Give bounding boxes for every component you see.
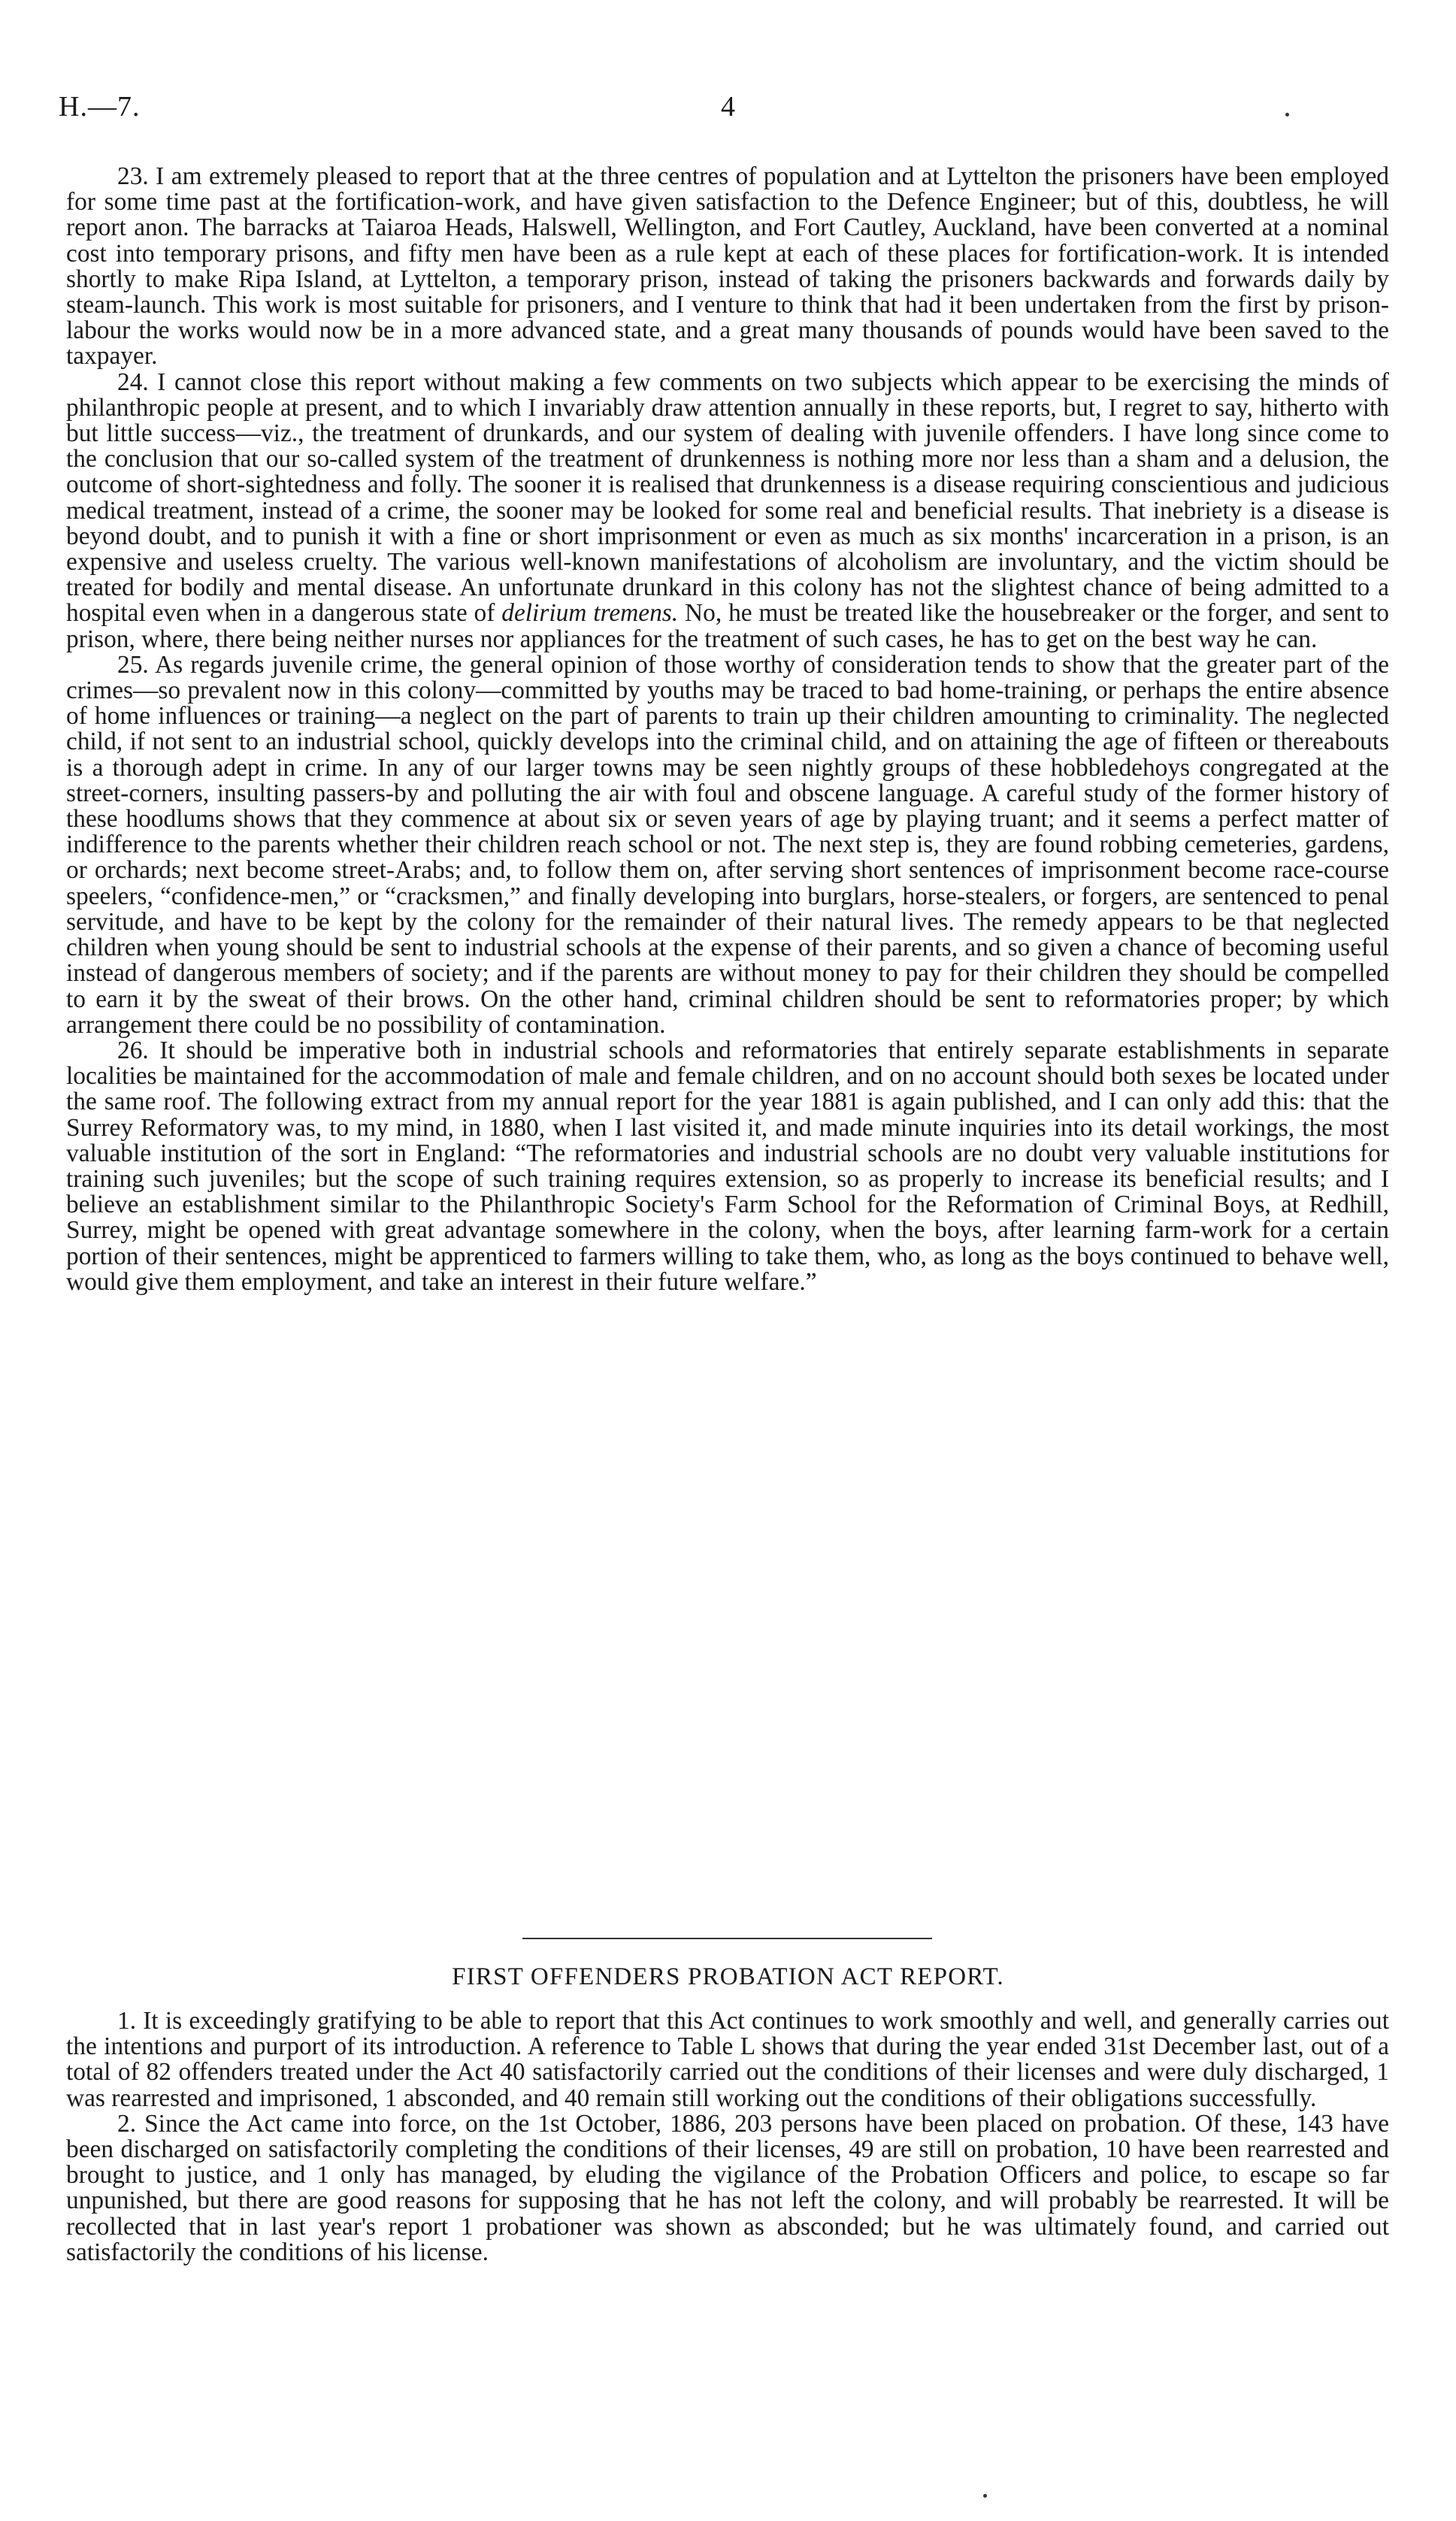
probation-paragraph-2: 2. Since the Act came into force, on the 1st October, 1886, 203 persons have been placed on probation. Of these, 143 have been discharged on satisfactorily completing the conditions of their licenses, 49 are still on probation, 10 have been rearrested and brought to justice, and 1 only has managed, by eluding the vigilance of the Probation Officers and police, to escape so far unpunished, but there are good reasons for supposing that he has not left the colony, and will probably be rearrested. It will be recollected that in last year's report 1 probationer was shown as absconded; but he was ultimately found, and carried out satisfactorily the conditions of his license. [66,2109,1389,2266]
print-speck [1285,113,1289,117]
document-code: H.—7. [59,91,141,123]
probation-section [66,2008,1389,2265]
probation-paragraph-1: 1. It is exceedingly gratifying to be able to report that this Act continues to work smoothly and well, and generally carries out the intentions and purport of its introduction. A reference to Table L shows that during the year ended 31st December last, out of a total of 82 offenders treated under the Act 40 satisfactorily carried out the conditions of their licenses and were duly discharged, 1 was rearrested and imprisoned, 1 absconded, and 40 remain still working out the conditions of their obligations successfully. [66,2007,1389,2112]
paragraph-24 [66,370,1389,652]
paragraph-25: 25. As regards juvenile crime, the general opinion of those worthy of consideration tends to show that the greater part of the crimes—so prevalent now in this colony—committed by youths may be traced to bad home-training, or perhaps the entire absence of home influences or training—a neglect on the part of parents to train up their children amounting to criminality. The neglected child, if not sent to an industrial school, quickly develops into the criminal child, and on attaining the age of fifteen or thereabouts is a thorough adept in crime. In any of our larger towns may be seen nightly groups of these hobbledehoys congregated at the street-corners, insulting passers-by and polluting the air with foul and obscene language. A careful study of the former history of these hoodlums shows that they commence at about six or seven years of age by playing truant; and it seems a perfect matter of indifference to the parents whether their children reach school or not. The next step is, they are found robbing cemeteries, gardens, or orchards; next become street-Arabs; and, to follow them on, after serving short sentences of imprisonment become race-course speelers, “confidence-men,” or “cracksmen,” and finally developing into burglars, horse-stealers, or forgers, are sentenced to penal servitude, and have to be kept by the colony for the remainder of their natural lives. The remedy appears to be that neglected children when young should be sent to industrial schools at the expense of their parents, and so given a chance of becoming useful instead of dangerous members of society; and if the parents are without money to pay for their children they should be compelled to earn it by the sweat of their brows. On the other hand, criminal children should be sent to reformatories proper; by which arrangement there could be no possibility of contamination. [66,650,1389,1039]
paragraph-24-text-end: No, he must be treated like the housebreaker or the forger, and sent to prison, where, there being neither nurses nor appliances for the treatment of such cases, he has to get on the best way he can. [66,599,1389,653]
paragraph-23: 23. I am extremely pleased to report that at the three centres of population and at Lyttelton the prisoners have been employed for some time past at the fortification-work, and have given satisfaction to the Defence Engineer; but of this, doubtless, he will report anon. The barracks at Taiaroa Heads, Halswell, Wellington, and Fort Cautley, Auckland, have been converted at a nominal cost into temporary prisons, and fifty men have been as a rule kept at each of these places for fortification-work. It is intended shortly to make Ripa Island, at Lyttelton, a temporary prison, instead of taking the prisoners backwards and forwards daily by steam-launch. This work is most suitable for prisoners, and I venture to think that had it been undertaken from the first by prison-labour the works would now be in a more advanced state, and a great many thousands of pounds would have been saved to the taxpayer. [66,162,1389,371]
print-speck [983,2494,987,2498]
report-section [66,164,1389,1295]
page-header [59,90,1397,135]
section-heading: FIRST OFFENDERS PROBATION ACT REPORT. [452,1963,1004,1990]
section-divider [522,1938,932,1939]
paragraph-26: 26. It should be imperative both in industrial schools and reformatories that entirely separate establishments in separate localities be maintained for the accommodation of male and female children, and on no account should both sexes be located under the same roof. The following extract from my annual report for the year 1881 is again published, and I can only add this: that the Surrey Reformatory was, to my mind, in 1880, when I last visited it, and made minute inquiries into its detail workings, the most valuable institution of the sort in England: “The reformatories and industrial schools are no doubt very valuable institutions for training such juveniles; but the scope of such training requires extension, so as properly to increase its beneficial results; and I believe an establishment similar to the Philanthropic Society's Farm School for the Reformation of Criminal Boys, at Redhill, Surrey, might be opened with great advantage somewhere in the colony, when the boys, after learning farm-work for a certain portion of their sentences, might be apprenticed to farmers willing to take them, who, as long as the boys continued to behave well, would give them employment, and take an interest in their future welfare.” [66,1036,1389,1296]
page-number: 4 [721,91,735,123]
paragraph-24-text: 24. I cannot close this report without making a few comments on two subjects which appear to be exercising the minds of philanthropic people at present, and to which I invariably draw attention annually in these reports, but, I regret to say, hitherto with but little success—viz., the treatment of drunkards, and our system of dealing with juvenile offenders. I have long since come to the conclusion that our so-called system of the treatment of drunkenness is nothing more nor less than a sham and a delusion, the outcome of short-sightedness and folly. The sooner it is realised that drunkenness is a disease requiring conscientious and judicious medical treatment, instead of a crime, the sooner may be looked for some real and beneficial results. That inebriety is a disease is beyond doubt, and to punish it with a fine or short imprisonment or even as much as six months' incarceration in a prison, is an expensive and useless cruelty. The various well-known manifestations of alcoholism are involuntary, and the victim should be treated for bodily and mental disease. An unfortunate drunkard in this colony has not the slightest chance of being admitted to a hospital even when in a dangerous state of [66,368,1389,628]
paragraph-24-italic: delirium tremens. [501,599,679,628]
